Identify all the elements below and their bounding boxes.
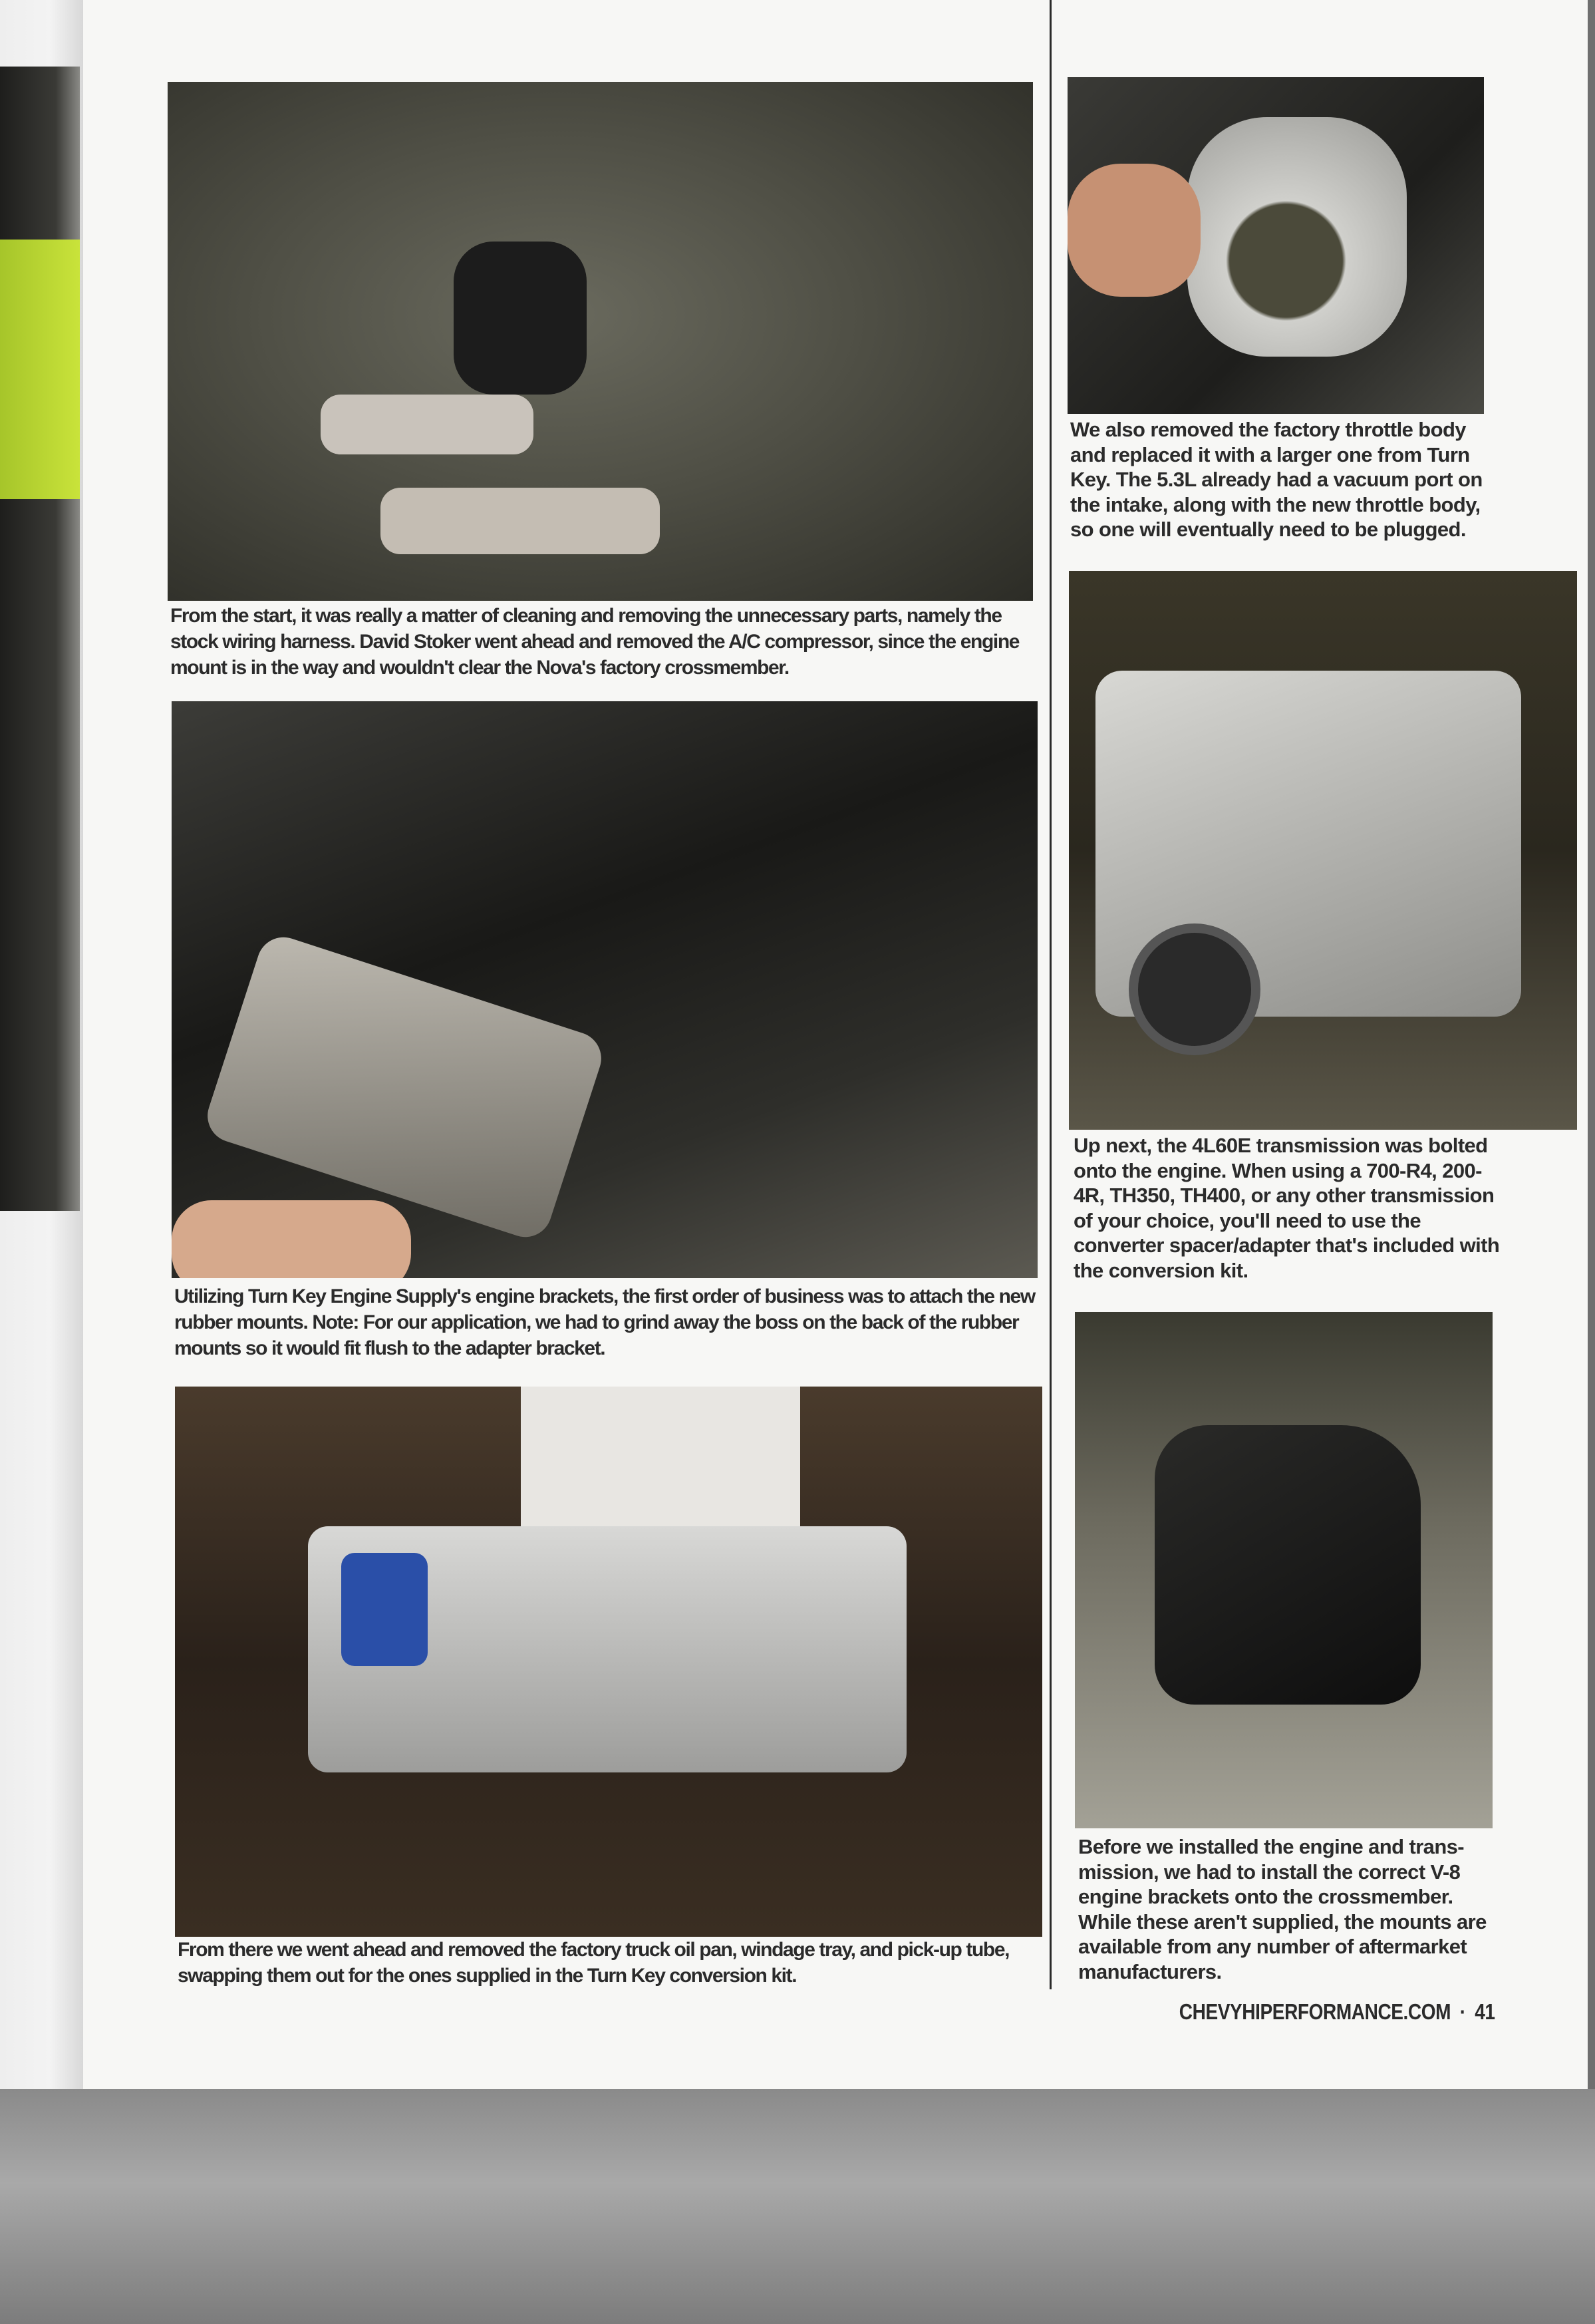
photo-engine-bracket — [1155, 1425, 1421, 1705]
column-divider — [1050, 0, 1052, 1989]
photo-oil-pan — [175, 1387, 1042, 1937]
photo-exhaust-manifold-2 — [380, 488, 660, 554]
photo-exhaust-manifold — [321, 395, 533, 454]
caption-transmission: Up next, the 4L60E transmission was bolted onto the engine. When using a 700-R4, 200-4R, TH350, TH400, or any other transmission of your choice, you'll need to use the converter spacer/adapter that's included with the conversion kit. — [1074, 1134, 1500, 1282]
photo-wiring-harness-parts — [168, 82, 1033, 601]
photo-hand — [1068, 164, 1201, 297]
facing-page-edge — [0, 0, 83, 2089]
photo-engine-transmission — [1069, 571, 1577, 1130]
caption-oil-pan: From there we went ahead and removed the factory truck oil pan, windage tray, and pick-up tube, swapping them out for the ones supplied in the Turn Key conversion kit. — [178, 1939, 1010, 1987]
scan-background — [0, 2089, 1595, 2324]
photo-intake-manifold — [454, 242, 587, 395]
caption-engine-brackets: Before we installed the engine and trans-mission, we had to install the correct V-8 engine brackets onto the crossmember. While these aren't supplied, the mounts are available from any number of aftermarket manufacturers. — [1078, 1835, 1487, 1983]
photo-engine-bracket-mount — [172, 701, 1038, 1278]
photo-throttle-body — [1068, 77, 1484, 414]
caption-throttle-body: We also removed the factory throttle body and replaced it with a larger one from Turn Key. The 5.3L already had a vacuum port on the intake, along with the new throttle body, so one will eventually need to be plugged. — [1070, 418, 1483, 541]
photo-hand — [172, 1200, 411, 1278]
facing-page-lime-band — [0, 240, 80, 499]
photo-crossmember-bracket — [1075, 1312, 1493, 1828]
page-footer — [1179, 1999, 1495, 2025]
photo-pulley — [1129, 923, 1260, 1055]
photo-oil-filter — [341, 1553, 428, 1666]
caption-rubber-mounts: Utilizing Turn Key Engine Supply's engine brackets, the first order of business was to attach the new rubber mounts. Note: For our application, we had to grind away the boss on the back of the rubber mounts so it would fit flush to the adapter bracket. — [174, 1285, 1035, 1359]
page-number: 41 — [1475, 1999, 1495, 2024]
photo-throttle-body-casting — [1187, 117, 1407, 357]
facing-page-dark-band — [0, 67, 80, 1211]
footer-separator: · — [1460, 1999, 1467, 2024]
caption-wiring-harness: From the start, it was really a matter of cleaning and removing the unnecessary parts, namely the stock wiring harness. David Stoker went ahead and removed the A/C compressor, since the engine mount is in the way and wouldn't clear the Nova's factory crossmember. — [170, 605, 1020, 679]
footer-site: CHEVYHIPERFORMANCE.COM — [1179, 1999, 1451, 2024]
photo-bracket — [201, 930, 608, 1244]
